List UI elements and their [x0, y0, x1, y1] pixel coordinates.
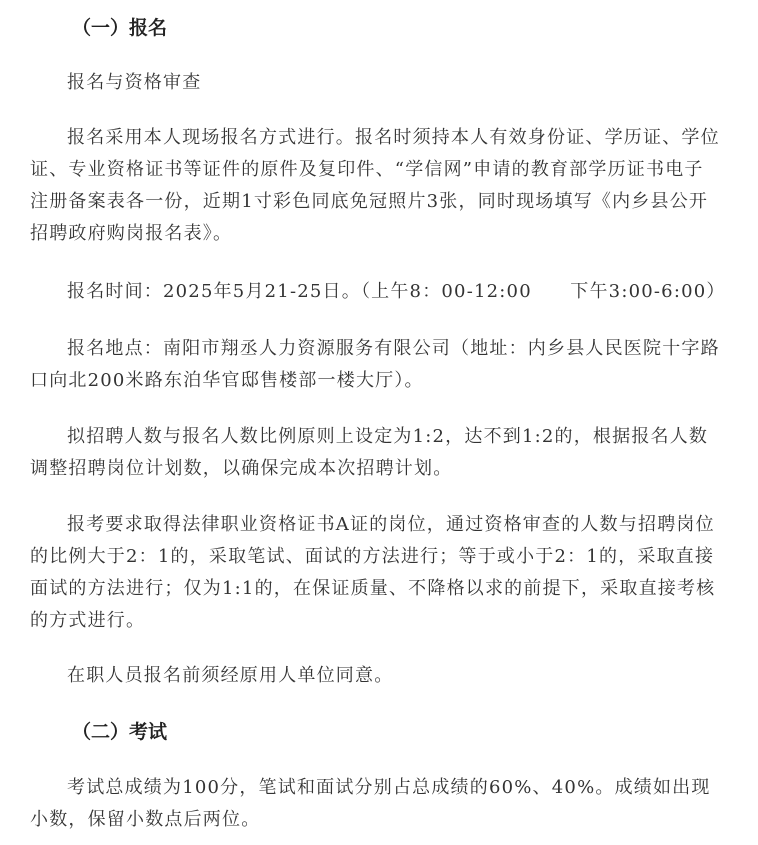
- paragraph-employer-consent: 在职人员报名前须经原用人单位同意。: [67, 665, 394, 686]
- subheading-registration-qualification: 报名与资格审查: [67, 72, 202, 93]
- paragraph-registration-method: 报名采用本人现场报名方式进行。报名时须持本人有效身份证、学历证、学位证、专业资格证书等证件的原件及复印件、“学信网”申请的教育部学历证书电子注册备案表各一份，近期1寸彩色同底免冠照片3张，同时现场填写《内乡县公开招聘政府购岗报名表》。: [30, 127, 720, 244]
- paragraph-score-composition: 考试总成绩为100分，笔试和面试分别占总成绩的60%、40%。成绩如出现小数，保留小数点后两位。: [30, 777, 711, 830]
- section-heading-exam: （二）考试: [72, 721, 168, 743]
- paragraph-recruitment-ratio: 拟招聘人数与报名人数比例原则上设定为1:2，达不到1:2的，根据报名人数调整招聘岗位计划数，以确保完成本次招聘计划。: [30, 426, 709, 479]
- section-heading-registration: （一）报名: [72, 17, 168, 39]
- paragraph-registration-location: 报名地点：南阳市翔丞人力资源服务有限公司（地址：内乡县人民医院十字路口向北200米路东泊华官邸售楼部一楼大厅）。: [30, 338, 720, 391]
- paragraph-exam-method: 报考要求取得法律职业资格证书A证的岗位，通过资格审查的人数与招聘岗位的比例大于2：1的，采取笔试、面试的方法进行；等于或小于2：1的，采取直接面试的方法进行；仅为1:1的，在保证质量、不降格以求的前提下，采取直接考核的方式进行。: [30, 514, 716, 631]
- paragraph-registration-time: 报名时间：2025年5月21-25日。（上午8：00-12:00 下午3:00-6:00）: [67, 281, 726, 302]
